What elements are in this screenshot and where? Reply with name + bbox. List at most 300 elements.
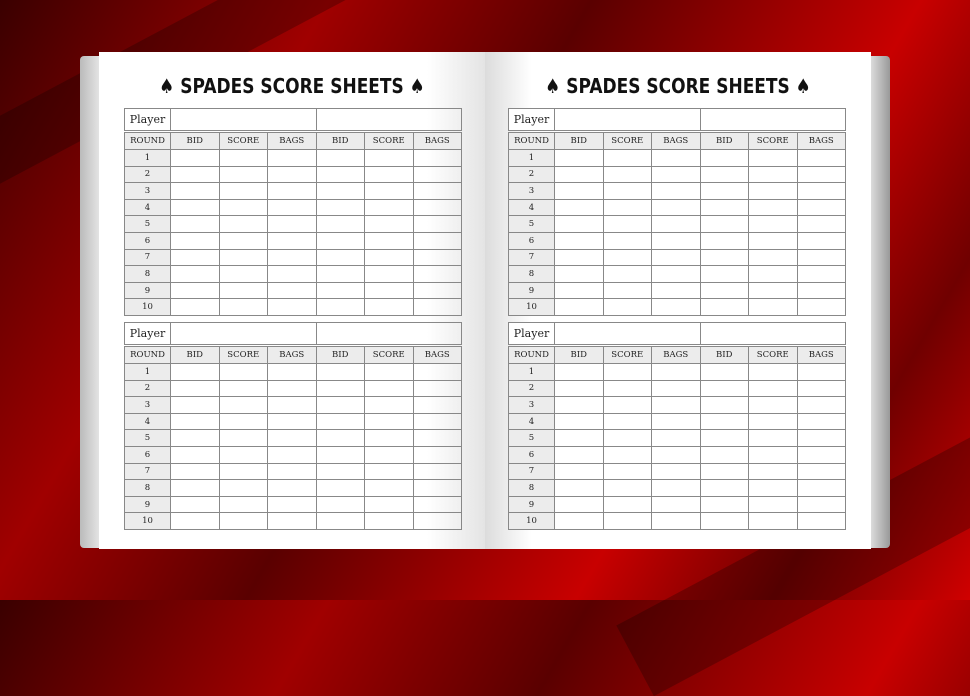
score-cell[interactable] — [555, 216, 604, 233]
score-cell[interactable] — [749, 397, 798, 414]
table-row — [509, 232, 846, 249]
score-cell[interactable] — [268, 266, 317, 283]
score-cell[interactable] — [603, 150, 652, 167]
score-cell[interactable] — [365, 166, 414, 183]
score-cell[interactable] — [555, 397, 604, 414]
score-cell[interactable] — [365, 150, 414, 167]
score-cell[interactable] — [365, 430, 414, 447]
score-cell[interactable] — [555, 446, 604, 463]
score-cell[interactable] — [219, 413, 268, 430]
score-cell[interactable] — [171, 299, 220, 316]
score-cell[interactable] — [555, 199, 604, 216]
score-cell[interactable] — [413, 166, 462, 183]
score-cell[interactable] — [316, 199, 365, 216]
score-cell[interactable] — [749, 183, 798, 200]
score-cell[interactable] — [797, 364, 846, 381]
table-row — [509, 397, 846, 414]
score-cell[interactable] — [413, 199, 462, 216]
score-cell[interactable] — [316, 463, 365, 480]
player-name-field[interactable] — [316, 109, 462, 131]
score-cell[interactable] — [365, 364, 414, 381]
score-cell[interactable] — [700, 413, 749, 430]
score-cell[interactable] — [413, 446, 462, 463]
score-cell[interactable] — [171, 266, 220, 283]
score-cell[interactable] — [700, 266, 749, 283]
score-cell[interactable] — [652, 249, 701, 266]
score-cell[interactable] — [797, 232, 846, 249]
score-cell[interactable] — [365, 232, 414, 249]
score-cell[interactable] — [797, 446, 846, 463]
score-cell[interactable] — [652, 480, 701, 497]
score-cell[interactable] — [413, 413, 462, 430]
score-cell[interactable] — [652, 380, 701, 397]
score-cell[interactable] — [797, 166, 846, 183]
score-cell[interactable] — [603, 183, 652, 200]
score-cell[interactable] — [749, 364, 798, 381]
score-cell[interactable] — [700, 430, 749, 447]
round-number: 3 — [125, 183, 171, 200]
table-row — [509, 496, 846, 513]
score-cell[interactable] — [555, 480, 604, 497]
player-label: Player — [509, 323, 555, 345]
score-cell[interactable] — [365, 397, 414, 414]
score-cell[interactable] — [603, 299, 652, 316]
score-cell[interactable] — [316, 299, 365, 316]
score-cell[interactable] — [749, 496, 798, 513]
score-cell[interactable] — [219, 282, 268, 299]
player-label: Player — [125, 109, 171, 131]
score-cell[interactable] — [413, 480, 462, 497]
score-cell[interactable] — [652, 364, 701, 381]
score-cell[interactable] — [652, 150, 701, 167]
score-cell[interactable] — [316, 282, 365, 299]
score-cell[interactable] — [219, 249, 268, 266]
score-cell[interactable] — [171, 150, 220, 167]
score-cell[interactable] — [268, 299, 317, 316]
table-row — [125, 299, 462, 316]
score-cell[interactable] — [365, 380, 414, 397]
score-cell[interactable] — [652, 496, 701, 513]
score-cell[interactable] — [219, 397, 268, 414]
score-cell[interactable] — [219, 496, 268, 513]
table-row — [509, 364, 846, 381]
score-cell[interactable] — [413, 496, 462, 513]
score-cell[interactable] — [555, 463, 604, 480]
score-cell[interactable] — [365, 282, 414, 299]
score-cell[interactable] — [749, 199, 798, 216]
score-cell[interactable] — [652, 463, 701, 480]
score-cell[interactable] — [316, 249, 365, 266]
score-cell[interactable] — [749, 430, 798, 447]
score-cell[interactable] — [268, 496, 317, 513]
table-row — [509, 150, 846, 167]
score-cell[interactable] — [749, 480, 798, 497]
score-cell[interactable] — [652, 216, 701, 233]
round-number: 6 — [509, 446, 555, 463]
score-cell[interactable] — [365, 496, 414, 513]
score-cell[interactable] — [700, 446, 749, 463]
score-cell[interactable] — [365, 463, 414, 480]
score-cell[interactable] — [219, 266, 268, 283]
table-row — [509, 446, 846, 463]
score-cell[interactable] — [555, 232, 604, 249]
score-cell[interactable] — [268, 397, 317, 414]
score-cell[interactable] — [171, 232, 220, 249]
player-name-field[interactable] — [316, 323, 462, 345]
score-cell[interactable] — [603, 397, 652, 414]
score-cell[interactable] — [797, 380, 846, 397]
score-cell[interactable] — [413, 150, 462, 167]
score-cell[interactable] — [603, 480, 652, 497]
score-cell[interactable] — [171, 413, 220, 430]
score-cell[interactable] — [316, 397, 365, 414]
score-cell[interactable] — [555, 299, 604, 316]
score-cell[interactable] — [171, 513, 220, 530]
spade-icon: ♠ — [545, 74, 561, 98]
player-name-field[interactable] — [555, 109, 701, 131]
score-cell[interactable] — [219, 183, 268, 200]
score-cell[interactable] — [797, 199, 846, 216]
player-name-field[interactable] — [700, 323, 846, 345]
round-number: 9 — [125, 282, 171, 299]
score-cell[interactable] — [797, 413, 846, 430]
score-cell[interactable] — [268, 446, 317, 463]
player-name-field[interactable] — [171, 109, 317, 131]
score-cell[interactable] — [413, 282, 462, 299]
score-cell[interactable] — [413, 397, 462, 414]
score-cell[interactable] — [652, 513, 701, 530]
table-row — [125, 496, 462, 513]
score-cell[interactable] — [413, 266, 462, 283]
round-number: 5 — [125, 216, 171, 233]
score-cell[interactable] — [219, 364, 268, 381]
score-cell[interactable] — [797, 183, 846, 200]
score-cell[interactable] — [555, 282, 604, 299]
score-cell[interactable] — [749, 282, 798, 299]
score-cell[interactable] — [749, 232, 798, 249]
table-row — [509, 183, 846, 200]
score-cell[interactable] — [603, 232, 652, 249]
score-cell[interactable] — [603, 364, 652, 381]
table-row — [509, 513, 846, 530]
score-cell[interactable] — [555, 380, 604, 397]
score-cell[interactable] — [749, 166, 798, 183]
round-number: 2 — [125, 380, 171, 397]
spade-icon: ♠ — [409, 74, 425, 98]
table-row — [125, 166, 462, 183]
score-cell[interactable] — [603, 513, 652, 530]
score-cell[interactable] — [700, 216, 749, 233]
round-number: 4 — [125, 199, 171, 216]
score-cell[interactable] — [603, 463, 652, 480]
score-cell[interactable] — [268, 430, 317, 447]
score-cell[interactable] — [316, 183, 365, 200]
score-cell[interactable] — [700, 299, 749, 316]
score-cell[interactable] — [171, 282, 220, 299]
score-cell[interactable] — [555, 364, 604, 381]
score-cell[interactable] — [749, 216, 798, 233]
score-cell[interactable] — [555, 513, 604, 530]
score-cell[interactable] — [316, 496, 365, 513]
score-cell[interactable] — [555, 430, 604, 447]
player-name-field[interactable] — [171, 323, 317, 345]
score-cell[interactable] — [171, 430, 220, 447]
score-cell[interactable] — [555, 166, 604, 183]
score-cell[interactable] — [749, 413, 798, 430]
player-name-field[interactable] — [700, 109, 846, 131]
score-cell[interactable] — [555, 413, 604, 430]
score-cell[interactable] — [555, 183, 604, 200]
score-cell[interactable] — [316, 446, 365, 463]
score-cell[interactable] — [797, 299, 846, 316]
score-cell[interactable] — [749, 446, 798, 463]
score-cell[interactable] — [555, 249, 604, 266]
score-cell[interactable] — [652, 232, 701, 249]
round-number: 5 — [509, 216, 555, 233]
score-cell[interactable] — [268, 282, 317, 299]
score-cell[interactable] — [603, 216, 652, 233]
round-number: 8 — [125, 480, 171, 497]
score-cell[interactable] — [171, 446, 220, 463]
round-number: 1 — [125, 150, 171, 167]
score-cell[interactable] — [603, 413, 652, 430]
score-cell[interactable] — [700, 282, 749, 299]
score-cell[interactable] — [603, 282, 652, 299]
score-cell[interactable] — [219, 430, 268, 447]
right-page — [485, 52, 871, 549]
score-cell[interactable] — [413, 216, 462, 233]
score-cell[interactable] — [268, 183, 317, 200]
table-row — [125, 216, 462, 233]
score-cell[interactable] — [219, 199, 268, 216]
column-header: BID — [316, 347, 365, 364]
score-cell[interactable] — [268, 463, 317, 480]
score-cell[interactable] — [652, 430, 701, 447]
score-cell[interactable] — [316, 480, 365, 497]
score-cell[interactable] — [413, 463, 462, 480]
score-cell[interactable] — [797, 480, 846, 497]
score-cell[interactable] — [749, 266, 798, 283]
score-cell[interactable] — [797, 463, 846, 480]
score-cell[interactable] — [700, 463, 749, 480]
score-cell[interactable] — [365, 216, 414, 233]
score-cell[interactable] — [316, 232, 365, 249]
score-cell[interactable] — [652, 299, 701, 316]
score-cell[interactable] — [413, 249, 462, 266]
score-cell[interactable] — [413, 232, 462, 249]
score-cell[interactable] — [413, 513, 462, 530]
score-cell[interactable] — [603, 430, 652, 447]
score-cell[interactable] — [365, 299, 414, 316]
column-header: ROUND — [125, 347, 171, 364]
score-cell[interactable] — [316, 166, 365, 183]
score-cell[interactable] — [365, 249, 414, 266]
column-header: BID — [555, 347, 604, 364]
score-cell[interactable] — [603, 266, 652, 283]
score-cell[interactable] — [316, 364, 365, 381]
score-cell[interactable] — [365, 266, 414, 283]
score-cell[interactable] — [219, 446, 268, 463]
score-cell[interactable] — [365, 183, 414, 200]
score-cell[interactable] — [749, 463, 798, 480]
score-cell[interactable] — [316, 430, 365, 447]
score-cell[interactable] — [652, 282, 701, 299]
score-cell[interactable] — [219, 150, 268, 167]
score-cell[interactable] — [603, 249, 652, 266]
round-number: 8 — [509, 266, 555, 283]
score-cell[interactable] — [700, 232, 749, 249]
score-cell[interactable] — [268, 199, 317, 216]
score-cell[interactable] — [652, 166, 701, 183]
score-sheet — [124, 108, 462, 316]
score-cell[interactable] — [219, 463, 268, 480]
spade-icon: ♠ — [795, 74, 811, 98]
score-cell[interactable] — [219, 480, 268, 497]
score-cell[interactable] — [749, 513, 798, 530]
score-cell[interactable] — [700, 364, 749, 381]
score-cell[interactable] — [171, 397, 220, 414]
score-sheet — [508, 322, 846, 530]
score-cell[interactable] — [316, 413, 365, 430]
score-cell[interactable] — [219, 232, 268, 249]
score-cell[interactable] — [365, 413, 414, 430]
score-cell[interactable] — [171, 496, 220, 513]
score-cell[interactable] — [652, 199, 701, 216]
score-cell[interactable] — [219, 513, 268, 530]
score-cell[interactable] — [268, 232, 317, 249]
score-cell[interactable] — [797, 150, 846, 167]
score-cell[interactable] — [268, 150, 317, 167]
score-cell[interactable] — [700, 397, 749, 414]
score-cell[interactable] — [700, 480, 749, 497]
score-cell[interactable] — [413, 364, 462, 381]
score-cell[interactable] — [797, 249, 846, 266]
score-cell[interactable] — [268, 380, 317, 397]
score-cell[interactable] — [749, 249, 798, 266]
score-cell[interactable] — [171, 183, 220, 200]
score-cell[interactable] — [365, 513, 414, 530]
score-cell[interactable] — [603, 380, 652, 397]
score-cell[interactable] — [365, 199, 414, 216]
score-cell[interactable] — [171, 364, 220, 381]
score-cell[interactable] — [219, 216, 268, 233]
score-cell[interactable] — [365, 480, 414, 497]
score-cell[interactable] — [797, 513, 846, 530]
score-cell[interactable] — [219, 166, 268, 183]
score-cell[interactable] — [413, 430, 462, 447]
score-cell[interactable] — [700, 249, 749, 266]
score-cell[interactable] — [797, 282, 846, 299]
score-cell[interactable] — [652, 266, 701, 283]
score-cell[interactable] — [413, 183, 462, 200]
score-cell[interactable] — [749, 380, 798, 397]
column-header: SCORE — [365, 347, 414, 364]
score-cell[interactable] — [652, 413, 701, 430]
score-cell[interactable] — [219, 299, 268, 316]
score-cell[interactable] — [316, 380, 365, 397]
score-cell[interactable] — [268, 364, 317, 381]
score-cell[interactable] — [268, 480, 317, 497]
column-header: SCORE — [219, 133, 268, 150]
score-cell[interactable] — [316, 150, 365, 167]
score-cell[interactable] — [171, 216, 220, 233]
score-cell[interactable] — [171, 199, 220, 216]
score-cell[interactable] — [700, 496, 749, 513]
round-number: 9 — [509, 282, 555, 299]
score-cell[interactable] — [171, 380, 220, 397]
score-cell[interactable] — [700, 183, 749, 200]
table-row — [125, 249, 462, 266]
score-cell[interactable] — [797, 496, 846, 513]
score-cell[interactable] — [700, 513, 749, 530]
score-sheet — [508, 108, 846, 316]
score-cell[interactable] — [797, 216, 846, 233]
score-cell[interactable] — [652, 446, 701, 463]
column-header: BAGS — [413, 347, 462, 364]
score-cell[interactable] — [365, 446, 414, 463]
score-cell[interactable] — [413, 380, 462, 397]
score-cell[interactable] — [171, 480, 220, 497]
round-number: 6 — [125, 232, 171, 249]
score-cell[interactable] — [700, 150, 749, 167]
score-cell[interactable] — [171, 166, 220, 183]
score-cell[interactable] — [700, 166, 749, 183]
table-row — [125, 413, 462, 430]
round-number: 8 — [509, 480, 555, 497]
round-number: 8 — [125, 266, 171, 283]
score-cell[interactable] — [268, 166, 317, 183]
score-cell[interactable] — [797, 430, 846, 447]
score-cell[interactable] — [219, 380, 268, 397]
score-cell[interactable] — [316, 216, 365, 233]
score-cell[interactable] — [603, 446, 652, 463]
score-cell[interactable] — [171, 249, 220, 266]
score-cell[interactable] — [316, 513, 365, 530]
round-number: 6 — [509, 232, 555, 249]
score-cell[interactable] — [652, 397, 701, 414]
column-header: SCORE — [749, 347, 798, 364]
score-cell[interactable] — [268, 216, 317, 233]
player-name-field[interactable] — [555, 323, 701, 345]
round-number: 2 — [509, 380, 555, 397]
column-header: ROUND — [509, 133, 555, 150]
score-cell[interactable] — [700, 380, 749, 397]
score-cell[interactable] — [797, 397, 846, 414]
score-cell[interactable] — [749, 150, 798, 167]
score-cell[interactable] — [555, 150, 604, 167]
score-cell[interactable] — [652, 183, 701, 200]
score-cell[interactable] — [603, 199, 652, 216]
score-cell[interactable] — [700, 199, 749, 216]
score-cell[interactable] — [603, 496, 652, 513]
round-number: 1 — [509, 364, 555, 381]
round-number: 1 — [125, 364, 171, 381]
score-cell[interactable] — [413, 299, 462, 316]
score-cell[interactable] — [749, 299, 798, 316]
score-cell[interactable] — [316, 266, 365, 283]
score-cell[interactable] — [797, 266, 846, 283]
table-row — [509, 249, 846, 266]
score-cell[interactable] — [603, 166, 652, 183]
score-cell[interactable] — [268, 249, 317, 266]
round-number: 7 — [125, 463, 171, 480]
score-cell[interactable] — [268, 413, 317, 430]
player-label: Player — [125, 323, 171, 345]
score-cell[interactable] — [268, 513, 317, 530]
score-cell[interactable] — [171, 463, 220, 480]
score-cell[interactable] — [555, 266, 604, 283]
score-cell[interactable] — [555, 496, 604, 513]
